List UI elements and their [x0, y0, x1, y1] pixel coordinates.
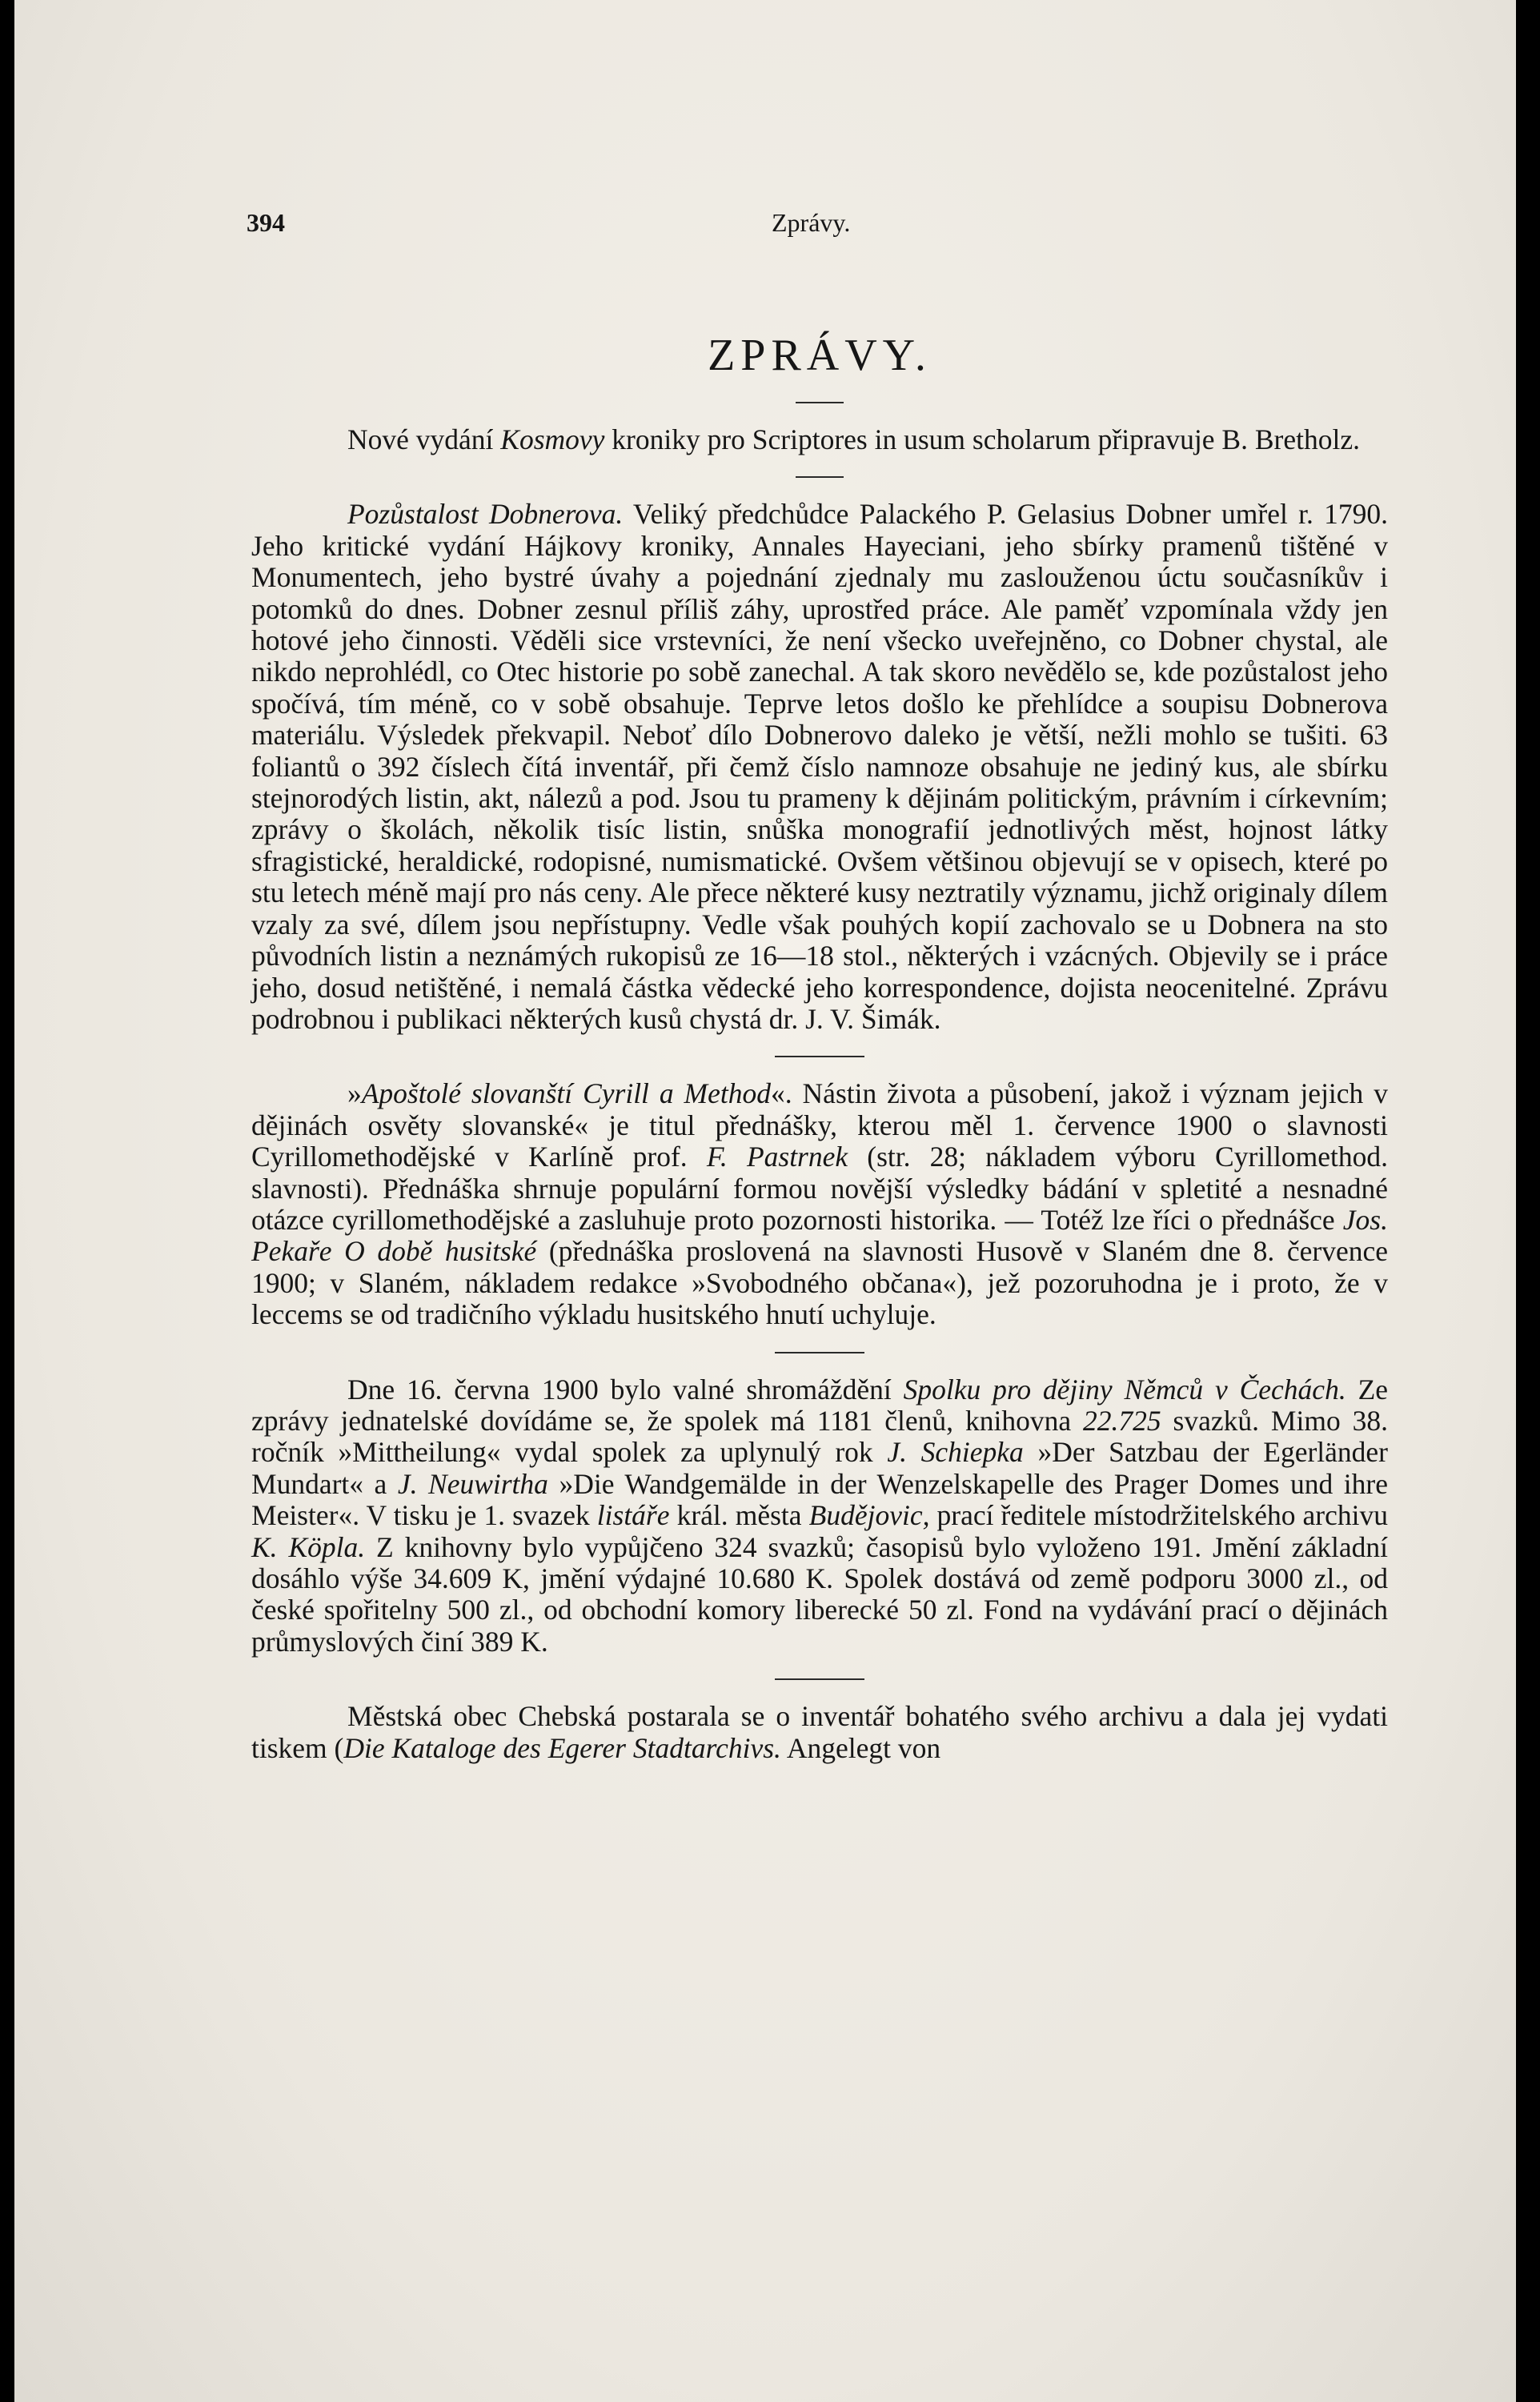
italic-run: K. Köpla. — [251, 1530, 366, 1563]
italic-run: F. Pastrnek — [706, 1141, 848, 1173]
text-run: Městská obec Chebská postarala se o inventář bohatého svého archivu a dala jej vydati tiskem ( — [251, 1700, 1388, 1764]
italic-run: J. Neuwirtha — [397, 1467, 548, 1500]
paragraph-dobner — [251, 499, 1388, 1035]
italic-run: Pozůstalost Dobnerova. — [347, 498, 624, 531]
text-run: (přednáška proslovená na slavnosti Husově v Slaném dne 8. července 1900; v Slaném, nákladem redakce »Svobodného občana«), jež pozoruhodna je i proto, že v leccems se od tradičního výkladu husitského hnutí uchyluje. — [251, 1235, 1388, 1331]
paragraph-divider — [775, 1678, 864, 1680]
page-number: 394 — [247, 208, 285, 237]
italic-run: Jos. Pekaře O době husitské — [251, 1203, 1388, 1268]
text-run: Ze zprávy jednatelské dovídáme se, že spolek má 1181 členů, knihovna — [251, 1373, 1389, 1437]
section-title: ZPRÁVY. — [708, 331, 932, 380]
paragraph-spolek — [251, 1374, 1388, 1658]
italic-run: 22.725 — [1083, 1404, 1161, 1437]
text-run: »Der Satzbau der Egerländer Mundart« a — [251, 1436, 1388, 1500]
text-run: prací ředitele místodržitelského archivu — [929, 1499, 1389, 1532]
text-run: svazků. Mimo 38. ročník »Mittheilung« vydal spolek za uplynulý rok — [251, 1404, 1388, 1469]
section-divider — [796, 402, 844, 403]
italic-run: listáře — [596, 1499, 670, 1532]
text-run: «. Nástin života a působení, jakož i význam jejich v dějinách osvěty slovanské« je titul přednášky, kterou měl 1. července 1900 o slavnosti Cyrillomethodějské v Karlíně prof. — [251, 1077, 1388, 1173]
italic-run: Die Kataloge des Egerer Stadtarchivs. — [343, 1731, 781, 1764]
paragraph-divider — [775, 1056, 864, 1057]
document-page — [14, 0, 1516, 2402]
paragraph-cheb — [251, 1701, 1388, 1764]
paragraph-kosmas — [251, 424, 1388, 455]
italic-run: Apoštolé slovanští Cyrill a Method — [361, 1077, 771, 1110]
running-head — [247, 200, 1388, 245]
text-run: Dne 16. června 1900 bylo valné shromáždění — [347, 1373, 904, 1406]
text-run: kroniky pro Scriptores in usum scholarum připravuje B. Bretholz. — [604, 423, 1360, 455]
italic-run: J. Schiepka — [887, 1436, 1024, 1469]
text-run: » — [347, 1077, 362, 1110]
text-run: Z knihovny bylo vypůjčeno 324 svazků; časopisů bylo vyloženo 191. Jmění základní dosáhlo výše 34.609 K, jmění výdajné 10.680 K. Spolek dostává od země podporu 3000 zl., od české spořitelny 500 zl., od obchodní komory liberecké 50 zl. Fond na vydávání prací o dějinách průmyslových činí 389 K. — [251, 1530, 1388, 1658]
italic-run: Kosmovy — [500, 423, 605, 455]
paragraph-divider — [796, 476, 844, 478]
paragraph-divider — [775, 1352, 864, 1353]
text-run: »Die Wandgemälde in der Wenzelskapelle des Prager Domes und ihre Meister«. V tisku je 1. svazek — [251, 1467, 1388, 1532]
paragraph-apostole — [251, 1078, 1388, 1330]
page-content — [247, 200, 1389, 1764]
text-run: Angelegt von — [780, 1731, 941, 1764]
text-run: Veliký předchůdce Palackého P. Gelasius Dobner umřel r. 1790. Jeho kritické vydání Hájkovy kroniky, Annales Hayeciani, jeho sbírky pramenů tištěné v Monumentech, jeho bystré úvahy a pojednání zjednaly mu zaslouženou úctu současníkův i potomků do dnes. Dobner zesnul příliš záhy, uprostřed práce. Ale paměť vzpomínala vždy jen hotové jeho činnosti. Věděli sice vrstevníci, že není všecko uveřejněno, co Dobner chystal, ale nikdo neprohlédl, co Otec historie po sobě zanechal. A tak skoro nevědělo se, kde pozůstalost jeho spočívá, tím méně, co v sobě obsahuje. Teprve letos došlo ke přehlídce a soupisu Dobnerova materiálu. Výsledek překvapil. Neboť dílo Dobnerovo daleko je větší, nežli mohlo se tušiti. 63 foliantů o 392 číslech čítá inventář, při čemž číslo namnoze obsahuje ne jediný kus, ale sbírku stejnorodých listin, akt, nálezů a pod. Jsou tu prameny k dějinám politickým, právním i církevním; zprávy o školách, několik tisíc listin, snůška monografií jednotlivých měst, hojnost látky sfragistické, heraldické, rodopisné, numismatické. Ovšem většinou objevují se v opisech, které po stu letech méně mají pro nás ceny. Ale přece některé kusy neztratily významu, jichž originaly dílem vzaly za své, dílem jsou nepřístupny. Vedle však pouhých kopií zachovalo se u Dobnera na sto původních listin a neznámých rukopisů ze 16—18 stol., některých i vzácných. Objevily se i práce jeho, dosud netištěné, i nemalá částka vědecké jeho korrespondence, dojista neocenitelné. Zprávu podrobnou i publikaci některých kusů chystá dr. J. V. Šimák. — [251, 498, 1388, 1035]
italic-run: Budějovic, — [808, 1499, 930, 1532]
text-run: Nové vydání — [347, 423, 501, 455]
running-title: Zprávy. — [772, 208, 851, 237]
text-run: král. města — [669, 1499, 809, 1532]
italic-run: Spolku pro dějiny Němců v Čechách. — [903, 1373, 1346, 1406]
text-run: (str. 28; nákladem výboru Cyrillomethod. slavnosti). Přednáška shrnuje populární formou novější výsledky bádání v spletité a nesnadné otázce cyrillomethodějské a zasluhuje proto pozornosti historika. — Totéž lze říci o přednášce — [251, 1141, 1388, 1236]
